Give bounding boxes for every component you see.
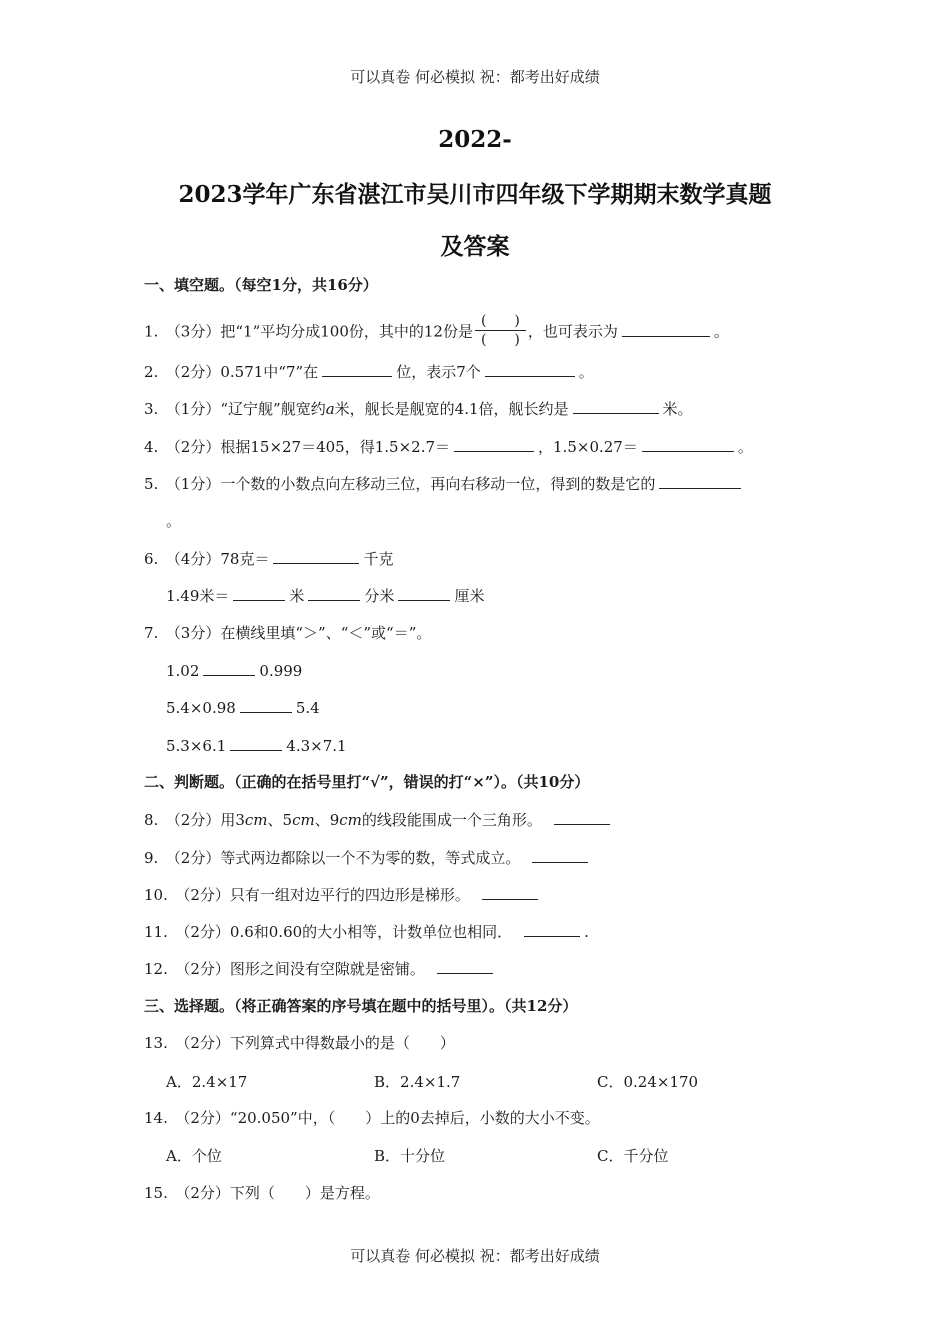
- answer-blank[interactable]: [659, 473, 741, 489]
- question-7: 7. （3分）在横线里填“＞”、“＜”或“＝”。: [144, 624, 432, 642]
- question-11: 11. （2分）0.6和0.60的大小相等，计数单位也相同． .: [144, 923, 589, 941]
- answer-blank[interactable]: [230, 735, 282, 751]
- option-14-b[interactable]: B．十分位: [374, 1147, 446, 1165]
- title-line-3: 及答案: [440, 233, 510, 260]
- question-9: 9. （2分）等式两边都除以一个不为零的数，等式成立。: [144, 847, 592, 868]
- title-line-2: 2023学年广东省湛江市吴川市四年级下学期期末数学真题: [178, 181, 772, 208]
- question-8: 8. （2分）用3cm、5cm、9cm的线段能围成一个三角形。: [144, 809, 614, 830]
- answer-blank[interactable]: [573, 398, 659, 414]
- question-7-c: 5.3×6.1 4.3×7.1: [166, 737, 347, 755]
- option-13-b[interactable]: B．2.4×1.7: [374, 1073, 461, 1091]
- answer-blank[interactable]: [554, 809, 610, 825]
- section-multiple-choice: 三、选择题。（将正确答案的序号填在题中的括号里）。（共12分）: [144, 997, 578, 1015]
- question-6: 6. （4分）78克＝ 千克: [144, 550, 394, 568]
- answer-blank[interactable]: [622, 321, 710, 337]
- question-4: 4. （2分）根据15×27＝405，得1.5×2.7＝ ，1.5×0.27＝ 。: [144, 438, 753, 456]
- question-15: 15. （2分）下列（ ）是方程。: [144, 1184, 380, 1202]
- page-footer: 可以真卷 何必模拟 祝：都考出好成绩: [350, 1247, 600, 1265]
- question-12: 12. （2分）图形之间没有空隙就是密铺。: [144, 958, 497, 979]
- answer-blank[interactable]: [273, 548, 359, 564]
- question-7-a: 1.02 0.999: [166, 662, 303, 680]
- answer-blank[interactable]: [642, 436, 734, 452]
- answer-blank[interactable]: [485, 361, 575, 377]
- question-5-end: 。: [166, 512, 182, 530]
- answer-blank[interactable]: [524, 921, 580, 937]
- section-true-false: 二、判断题。（正确的在括号里打“√”，错误的打“×”）。（共10分）: [144, 773, 590, 791]
- answer-blank[interactable]: [308, 585, 360, 601]
- question-5: 5. （1分）一个数的小数点向左移动三位，再向右移动一位，得到的数是它的: [144, 473, 745, 494]
- title-line-1: 2022-: [438, 126, 512, 153]
- question-10: 10. （2分）只有一组对边平行的四边形是梯形。: [144, 884, 542, 905]
- question-7-b: 5.4×0.98 5.4: [166, 699, 320, 717]
- answer-blank[interactable]: [322, 361, 392, 377]
- question-6-part-2: 1.49米＝ 米 分米 厘米: [166, 587, 485, 605]
- option-13-c[interactable]: C．0.24×170: [597, 1073, 699, 1091]
- option-13-a[interactable]: A．2.4×17: [166, 1073, 248, 1091]
- answer-blank[interactable]: [233, 585, 285, 601]
- answer-blank[interactable]: [482, 884, 538, 900]
- question-13: 13. （2分）下列算式中得数最小的是（ ）: [144, 1034, 455, 1052]
- section-fill-blank: 一、填空题。（每空1分，共16分）: [144, 276, 378, 294]
- answer-blank[interactable]: [437, 958, 493, 974]
- answer-blank[interactable]: [203, 660, 255, 676]
- answer-blank[interactable]: [454, 436, 534, 452]
- question-1: 1. （3分）把“1”平均分成100份，其中的12份是 $\frac{( )}{( )}$ ，也可表示为 。: [144, 313, 729, 348]
- option-14-a[interactable]: A．个位: [166, 1147, 222, 1165]
- option-14-c[interactable]: C．千分位: [597, 1147, 669, 1165]
- question-3: 3. （1分）“辽宁舰”舰宽约a米，舰长是舰宽的4.1倍，舰长约是 米。: [144, 400, 693, 418]
- question-2: 2. （2分）0.571中“7”在 位，表示7个 。: [144, 363, 594, 381]
- question-14: 14. （2分）“20.050”中，（ ）上的0去掉后，小数的大小不变。: [144, 1109, 600, 1127]
- answer-blank[interactable]: [532, 847, 588, 863]
- answer-blank[interactable]: [398, 585, 450, 601]
- page-header: 可以真卷 何必模拟 祝：都考出好成绩: [350, 68, 600, 86]
- answer-blank[interactable]: [240, 697, 292, 713]
- fraction-blank[interactable]: $\frac{( )}{( )}$: [475, 312, 526, 349]
